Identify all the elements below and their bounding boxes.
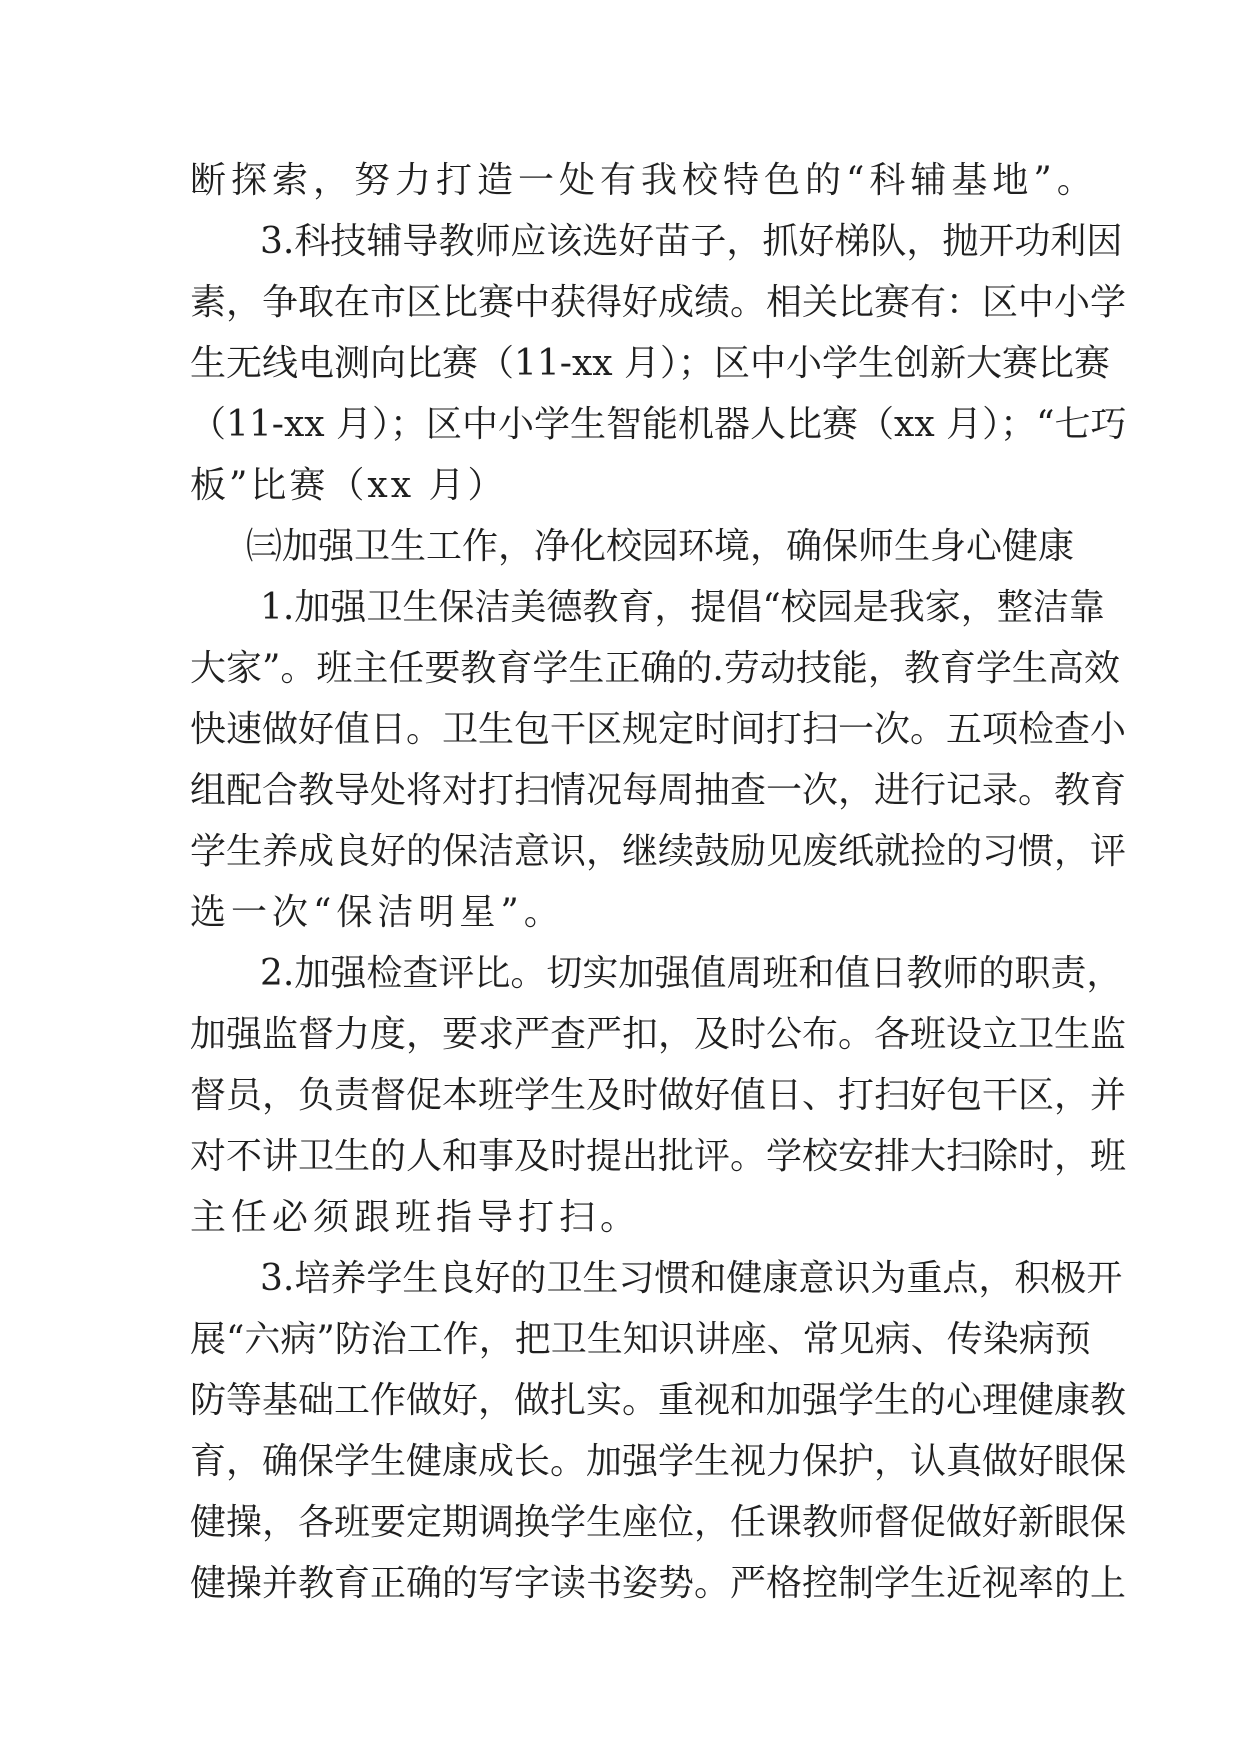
text-line: 3.培养学生良好的卫生习惯和健康意识为重点，积极开	[260, 1258, 1123, 1299]
text-line: 选一次“保洁明星”。	[190, 892, 565, 933]
text-line: 快速做好值日。卫生包干区规定时间打扫一次。五项检查小	[190, 709, 1127, 750]
text-line: 学生养成良好的保洁意识，继续鼓励见废纸就捡的习惯，评	[190, 831, 1127, 872]
text-line: 3.科技辅导教师应该选好苗子，抓好梯队，抛开功利因	[260, 221, 1123, 262]
text-line: 展“六病”防治工作，把卫生知识讲座、常见病、传染病预	[190, 1319, 1091, 1360]
text-line: 育，确保学生健康成长。加强学生视力保护，认真做好眼保	[190, 1441, 1127, 1482]
text-line: 健操，各班要定期调换学生座位，任课教师督促做好新眼保	[190, 1502, 1127, 1543]
section-heading: ㈢加强卫生工作，净化校园环境，确保师生身心健康	[246, 526, 1075, 567]
text-line: 断探索，努力打造一处有我校特色的“科辅基地”。	[190, 160, 1098, 201]
text-line: 对不讲卫生的人和事及时提出批评。学校安排大扫除时，班	[190, 1136, 1127, 1177]
text-line: 生无线电测向比赛（11-xx 月）；区中小学生创新大赛比赛	[190, 343, 1111, 384]
body-text	[190, 150, 1127, 1614]
text-line: 主任必须跟班指导打扫。	[190, 1197, 642, 1238]
text-line: 素，争取在市区比赛中获得好成绩。相关比赛有：区中小学	[190, 282, 1127, 323]
text-line: 板”比赛（xx 月）	[190, 465, 507, 506]
text-line: 2.加强检查评比。切实加强值周班和值日教师的职责，	[260, 953, 1123, 994]
text-line: （11-xx 月）；区中小学生智能机器人比赛（xx 月）；“七巧	[190, 404, 1127, 445]
text-line: 督员，负责督促本班学生及时做好值日、打扫好包干区，并	[190, 1075, 1127, 1116]
text-line: 大家”。班主任要教育学生正确的.劳动技能，教育学生高效	[190, 648, 1120, 689]
text-line: 组配合教导处将对打扫情况每周抽查一次，进行记录。教育	[190, 770, 1127, 811]
text-line: 健操并教育正确的写字读书姿势。严格控制学生近视率的上	[190, 1563, 1127, 1604]
text-line: 防等基础工作做好，做扎实。重视和加强学生的心理健康教	[190, 1380, 1127, 1421]
text-line: 1.加强卫生保洁美德教育，提倡“校园是我家，整洁靠	[260, 587, 1105, 628]
text-line: 加强监督力度，要求严查严扣，及时公布。各班设立卫生监	[190, 1014, 1127, 1055]
